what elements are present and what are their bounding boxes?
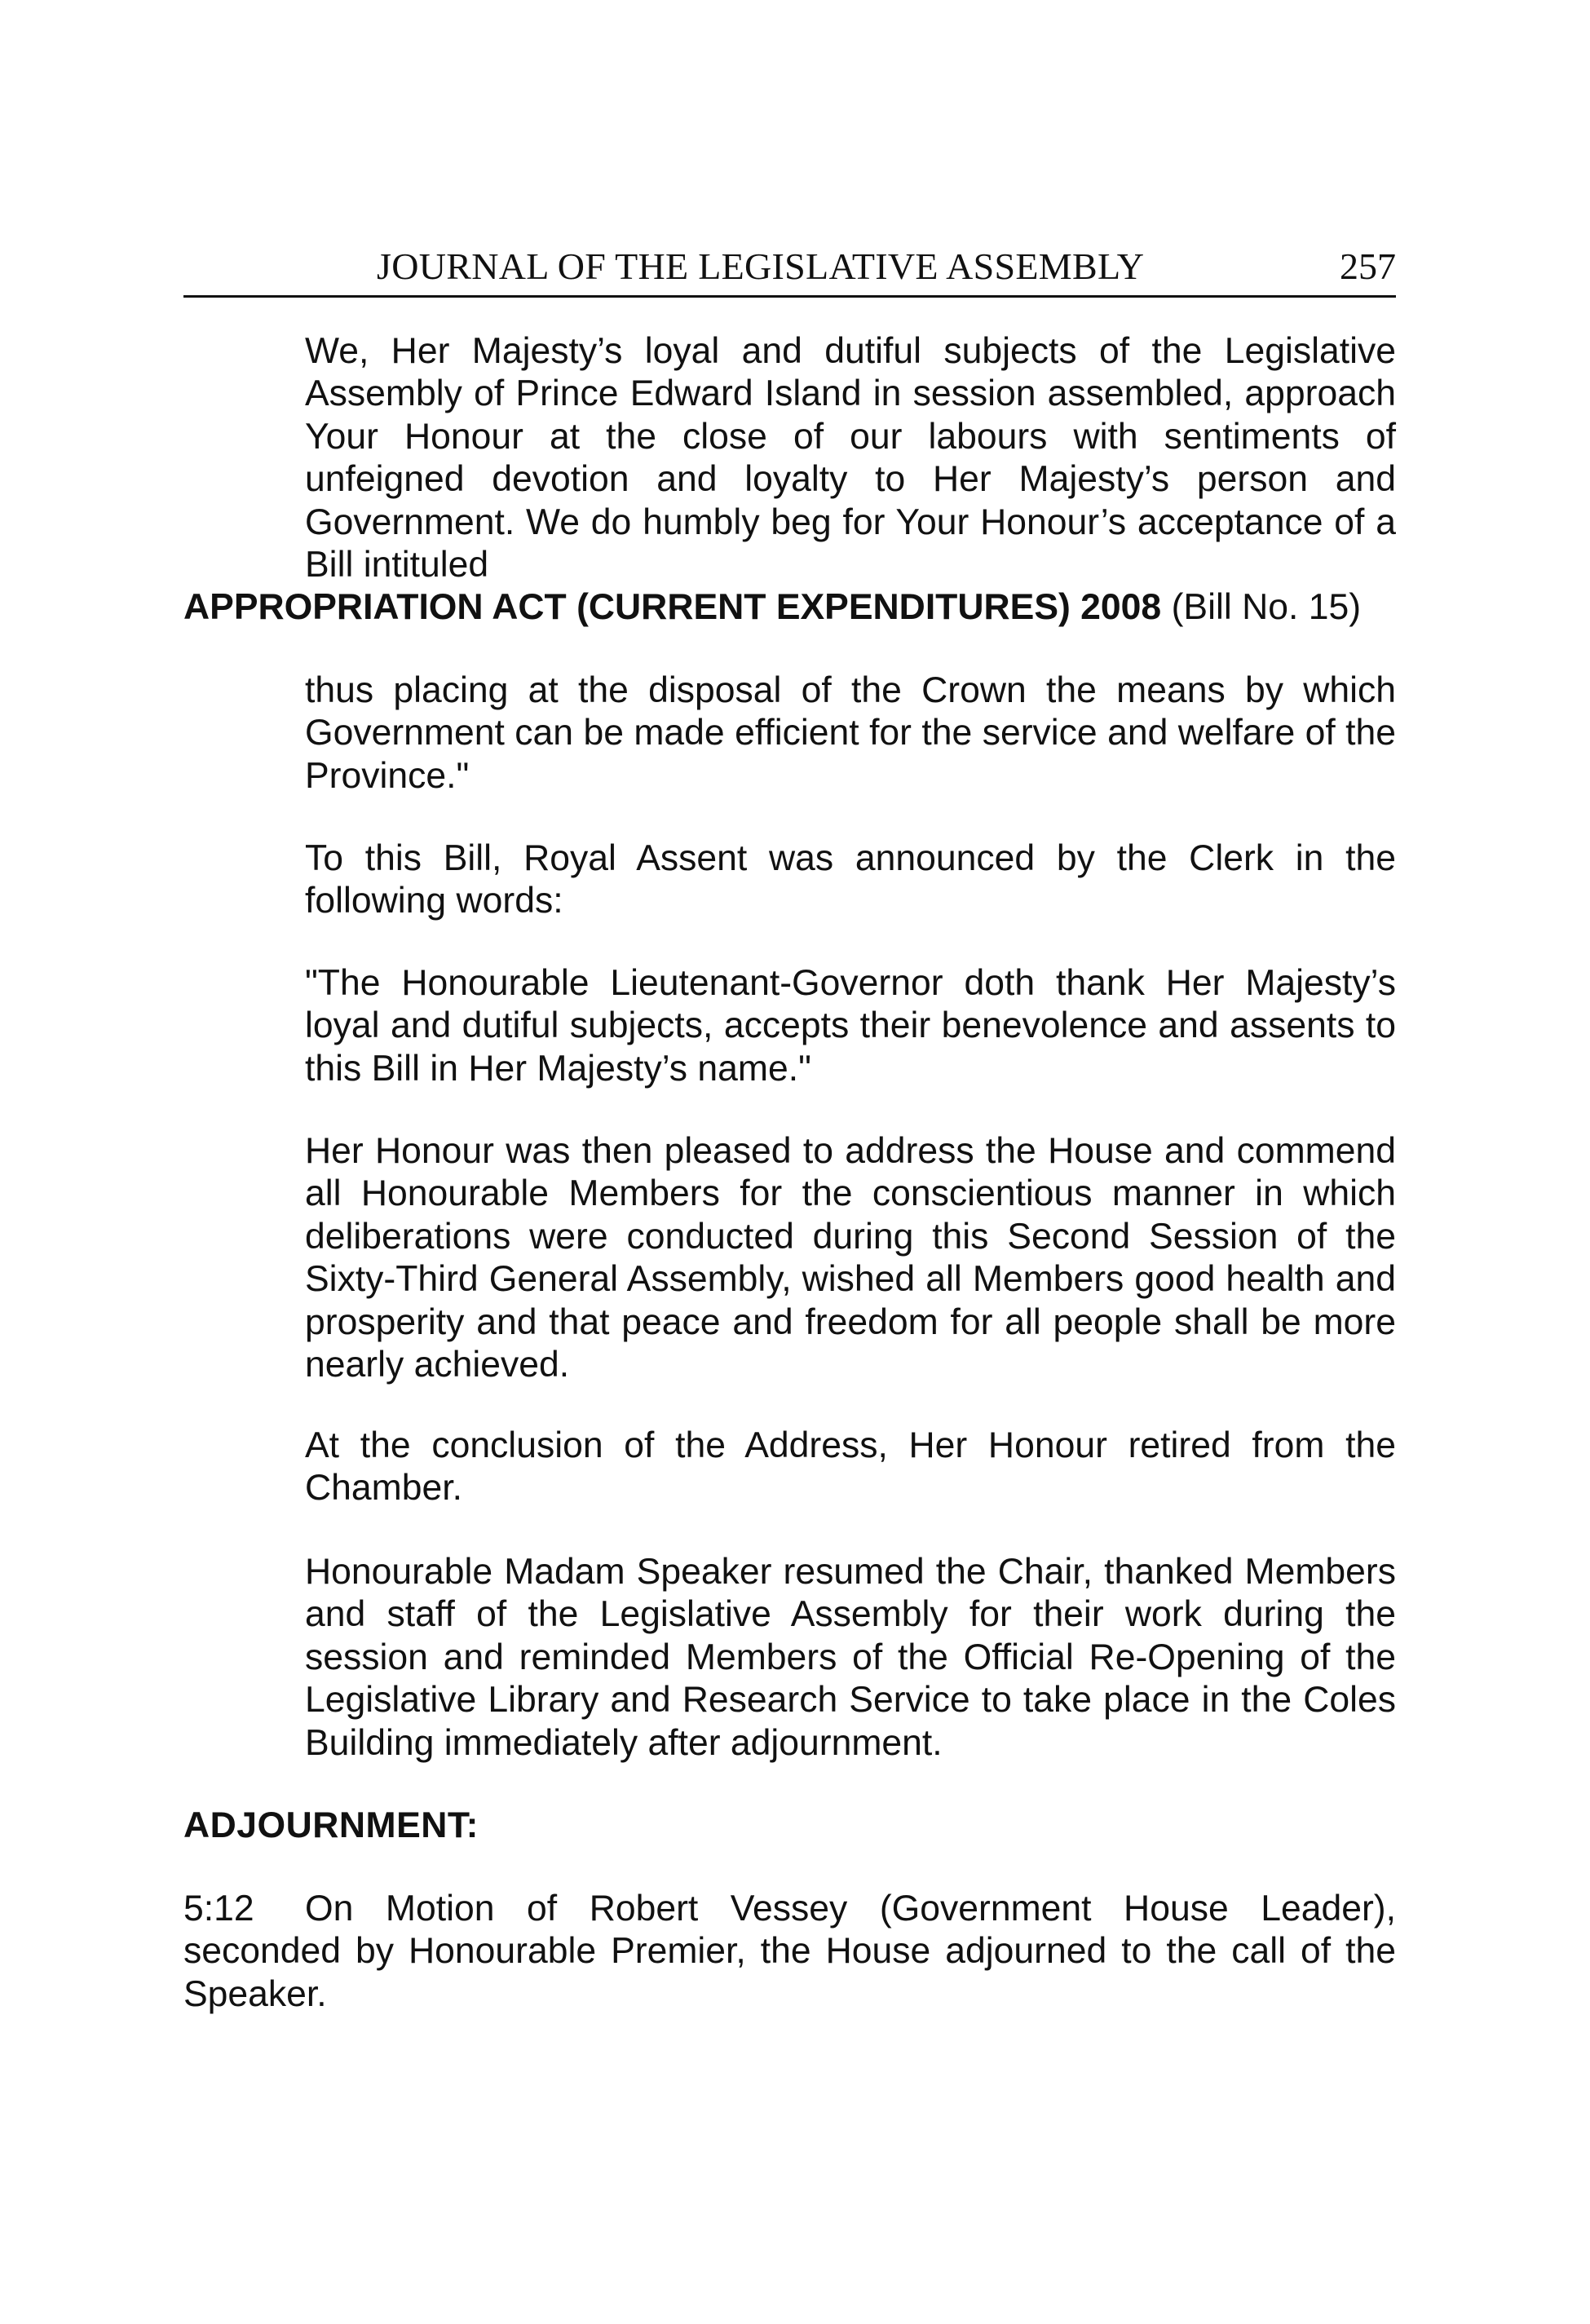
disposal-paragraph: thus placing at the disposal of the Crown the means by which Government can be made efficient for the service and welfare of the Province." (305, 670, 1396, 796)
running-title: JOURNAL OF THE LEGISLATIVE ASSEMBLY (377, 245, 1145, 287)
adjournment-heading: ADJOURNMENT: (183, 1805, 479, 1845)
bill-number: (Bill No. 15) (1171, 587, 1362, 627)
adjournment-motion (183, 1888, 1396, 2016)
retired-paragraph: At the conclusion of the Address, Her Honour retired from the Chamber. (305, 1425, 1396, 1509)
address-paragraph: Her Honour was then pleased to address the House and commend all Honourable Members for the conscientious manner in which deliberations were conducted during this Second Session of the Sixty-Third General Assembly, wished all Members good health and prosperity and that peace and freedom for all people shall be more nearly achieved. (305, 1131, 1396, 1385)
speaker-paragraph: Honourable Madam Speaker resumed the Chair, thanked Members and staff of the Legislative Assembly for their work during the session and reminded Members of the Official Re-Opening of the Legislative Library and Research Service to take place in the Coles Building immediately after adjournment. (305, 1552, 1396, 1763)
royal-assent-paragraph: To this Bill, Royal Assent was announced by the Clerk in the following words: (305, 838, 1396, 921)
running-header (183, 241, 1396, 298)
page-number: 257 (1340, 245, 1396, 287)
adjournment-motion-text: On Motion of Robert Vessey (Government House Leader), seconded by Honourable Premier, the House adjourned to the call of the Speaker. (183, 1889, 1396, 2014)
intro-paragraph: We, Her Majesty’s loyal and dutiful subjects of the Legislative Assembly of Prince Edward Island in session assembled, approach Your Honour at the close of our labours with sentiments of unfeigned devotion and loyalty to Her Majesty’s person and Government. We do humbly beg for Your Honour’s acceptance of a Bill intituled (305, 331, 1396, 585)
bill-heading (183, 586, 1396, 629)
bill-title: APPROPRIATION ACT (CURRENT EXPENDITURES) 2008 (183, 587, 1162, 627)
adjournment-time: 5:12 (183, 1889, 254, 1929)
assent-quote: "The Honourable Lieutenant-Governor doth thank Her Majesty’s loyal and dutiful subjects, accepts their benevolence and assents to this Bill in Her Majesty’s name." (305, 963, 1396, 1089)
